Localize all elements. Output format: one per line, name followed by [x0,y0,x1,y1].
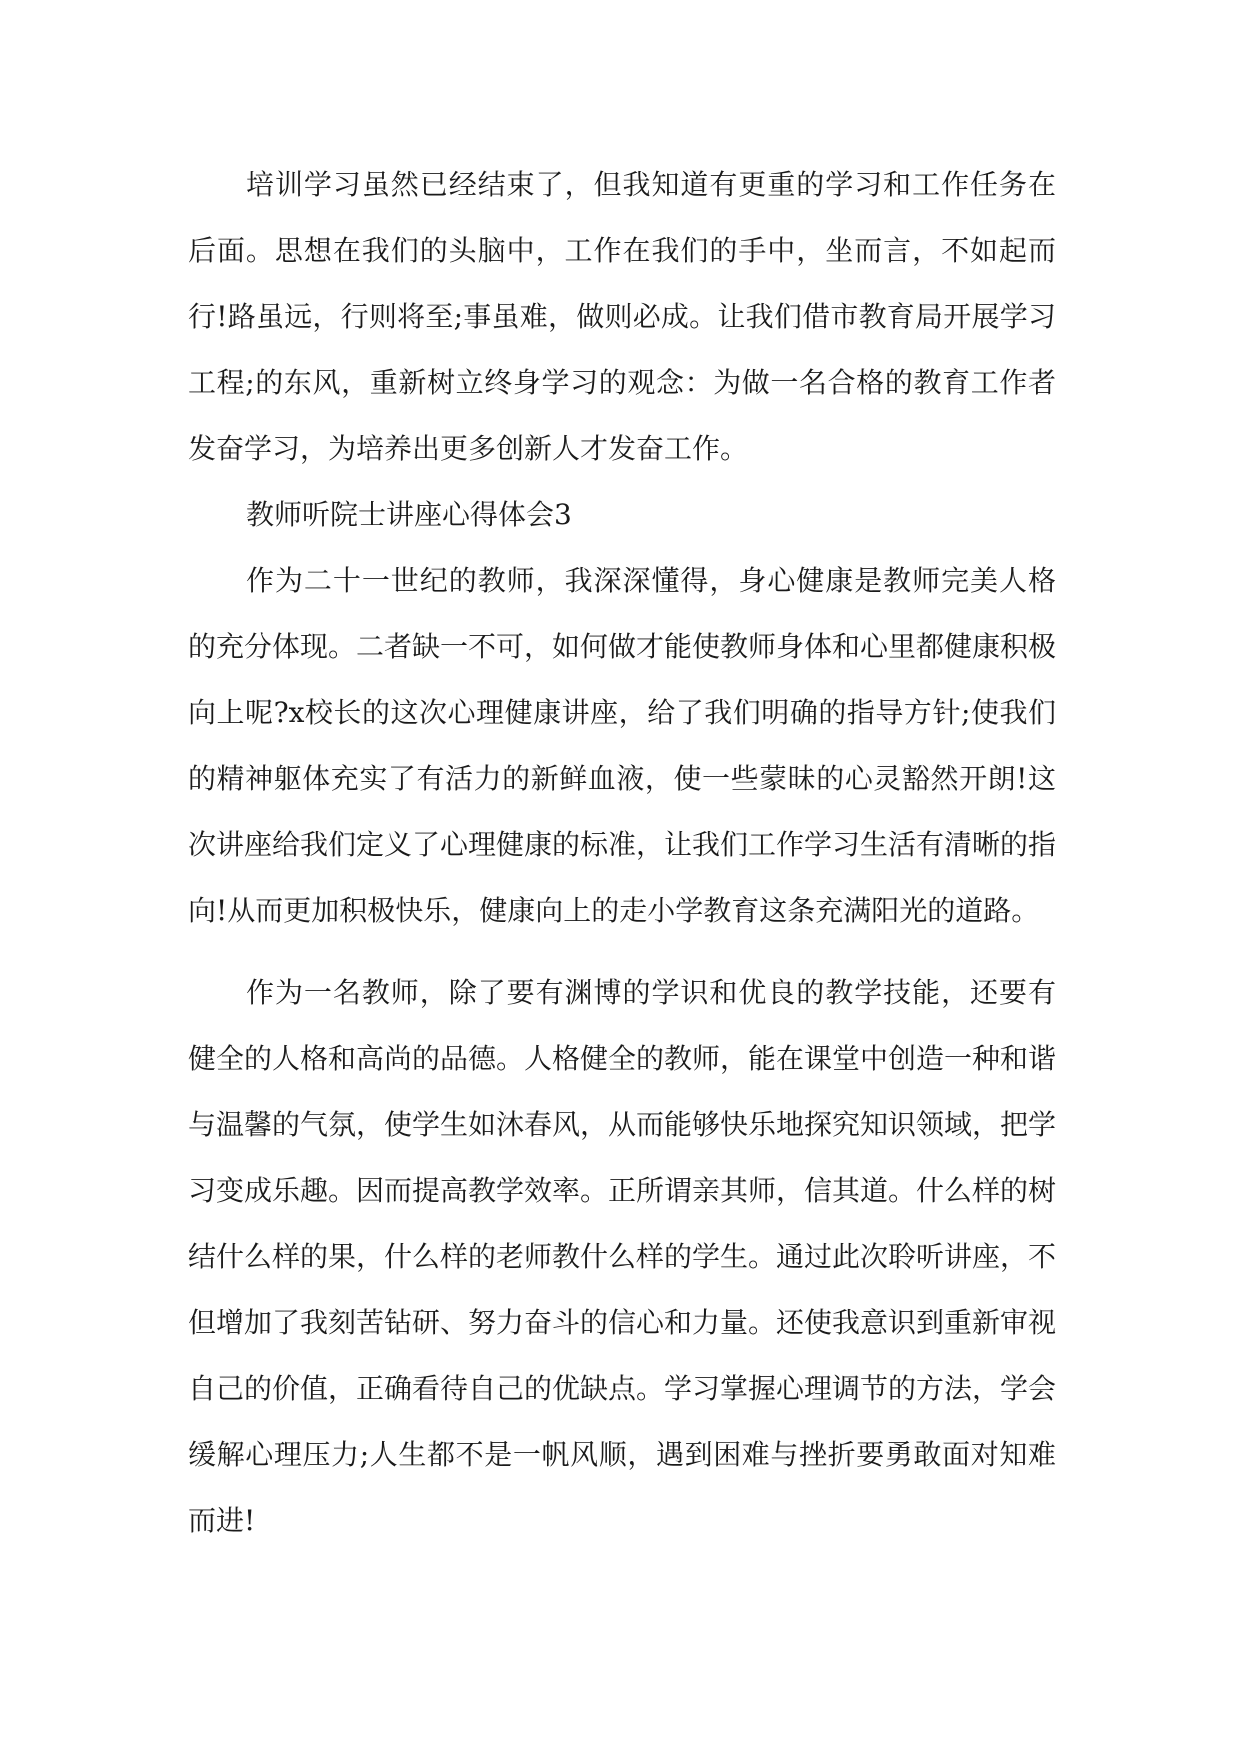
section-heading: 教师听院士讲座心得体会3 [246,498,572,531]
paragraph-mental-health: 作为二十一世纪的教师，我深深懂得，身心健康是教师完美人格的充分体现。二者缺一不可，如何做才能使教师身体和心里都健康积极向上呢?x校长的这次心理健康讲座，给了我们明确的指导方针;使我们的精神躯体充实了有活力的新鲜血液，使一些蒙昧的心灵豁然开朗!这次讲座给我们定义了心理健康的标准，让我们工作学习生活有清晰的指向!从而更加积极快乐，健康向上的走小学教育这条充满阳光的道路。 [188,564,1057,927]
paragraph-teacher-character: 作为一名教师，除了要有渊博的学识和优良的教学技能，还要有健全的人格和高尚的品德。人格健全的教师，能在课堂中创造一种和谐与温馨的气氛，使学生如沐春风，从而能够快乐地探究知识领域，把学习变成乐趣。因而提高教学效率。正所谓亲其师，信其道。什么样的树结什么样的果，什么样的老师教什么样的学生。通过此次聆听讲座，不但增加了我刻苦钻研、努力奋斗的信心和力量。还使我意识到重新审视自己的价值，正确看待自己的优缺点。学习掌握心理调节的方法，学会缓解心理压力;人生都不是一帆风顺，遇到困难与挫折要勇敢面对知难而进! [188,976,1057,1537]
paragraph-training-conclusion: 培训学习虽然已经结束了，但我知道有更重的学习和工作任务在后面。思想在我们的头脑中，工作在我们的手中，坐而言，不如起而行!路虽远，行则将至;事虽难，做则必成。让我们借市教育局开展学习工程;的东风，重新树立终身学习的观念：为做一名合格的教育工作者发奋学习，为培养出更多创新人才发奋工作。 [188,168,1056,465]
document-body [188,152,1056,1554]
